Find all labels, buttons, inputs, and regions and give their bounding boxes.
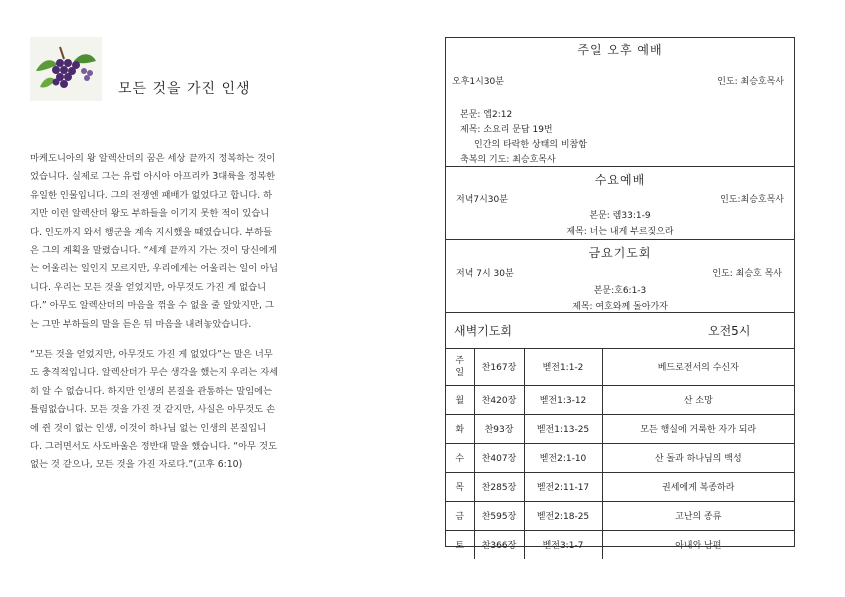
hymn-cell: 찬93장 [474, 414, 524, 443]
topic-cell: 산 소망 [602, 385, 794, 414]
sunday-blessing: 축복의 기도: 최승호목사 [460, 155, 556, 165]
paragraph-line: 다. 인도까지 와서 행군을 계속 지시했을 때였습니다. 부하들 [30, 226, 273, 238]
scripture-cell: 벧전3:1-7 [524, 530, 602, 559]
paragraph-line: 히 알 수 없습니다. 하지만 인생의 본질을 관통하는 말임에는 [30, 385, 273, 397]
paragraph-line: 은 그의 계획을 말렸습니다. “세계 끝까지 가는 것이 당신에게 [30, 245, 277, 257]
hymn-cell: 찬595장 [474, 501, 524, 530]
topic-cell: 모든 행실에 거룩한 자가 되라 [602, 414, 794, 443]
wednesday-time: 저녁7시30분 [456, 195, 508, 205]
paragraph-line: 틀림없습니다. 모든 것을 가진 것 같지만, 사실은 아무것도 손 [30, 404, 276, 416]
paragraph-line: 도 충격적입니다. 알렉산더가 무슨 생각을 했는지 우리는 자세 [30, 367, 279, 379]
table-row [446, 414, 794, 443]
paragraph-line: 에 쥔 것이 없는 인생, 이것이 하나님 없는 인생의 본질입니 [30, 422, 267, 434]
wednesday-service-title: 수요예배 [594, 173, 646, 187]
scripture-cell: 벧전1:13-25 [524, 414, 602, 443]
friday-text: 본문:호6:1-3 [593, 286, 647, 296]
topic-cell: 고난의 종류 [602, 501, 794, 530]
worship-schedule [445, 37, 795, 552]
sunday-service-section [446, 38, 794, 167]
paragraph-line: 지만 이런 알렉산더 왕도 부하들을 이기지 못한 적이 있습니 [30, 208, 270, 220]
paragraph-line: 는 어울리는 일인지 모르지만, 우리에게는 어울리는 일이 아닙 [30, 263, 279, 275]
sunday-subject: 제목: 소요리 문답 19번 [460, 125, 553, 135]
day-cell: 주 일 [446, 349, 474, 385]
paragraph-line: 마케도니아의 왕 알렉산더의 꿈은 세상 끝까지 정복하는 것이 [30, 153, 276, 164]
sunday-leader: 인도: 최승호목사 [717, 77, 784, 87]
friday-subject: 제목: 여호와께 돌아가자 [572, 302, 668, 312]
paragraph-line: 없는 것 같으나, 모든 것을 가진 자로다.”(고후 6:10) [30, 459, 243, 471]
dawn-prayer-time: 오전5시 [708, 324, 751, 338]
day-cell: 목 [446, 472, 474, 501]
topic-cell: 산 돌과 하나님의 백성 [602, 443, 794, 472]
friday-service-section [446, 240, 794, 313]
table-row [446, 472, 794, 501]
scripture-cell: 벧전2:18-25 [524, 501, 602, 530]
friday-time: 저녁 7시 30분 [456, 269, 514, 279]
day-cell: 화 [446, 414, 474, 443]
paragraph-line: 니다. 우리는 모든 것을 얻었지만, 아무것도 가진 게 없습니 [30, 281, 267, 293]
topic-cell: 아내와 남편 [675, 541, 722, 552]
paragraph-line: 었습니다. 실제로 그는 유럽 아시아 아프리카 3대륙을 정복한 [30, 171, 276, 183]
wednesday-leader: 인도:최승호목사 [720, 195, 784, 205]
friday-leader: 인도: 최승호 목사 [712, 269, 782, 279]
hymn-cell: 찬407장 [474, 443, 524, 472]
hymn-cell: 찬420장 [474, 385, 524, 414]
sunday-time: 오후1시30분 [452, 77, 504, 87]
friday-service-title: 금요기도회 [588, 246, 652, 260]
day-cell: 토 [446, 530, 474, 559]
day-cell: 금 [446, 501, 474, 530]
paragraph-1 [30, 150, 322, 334]
topic-cell: 권세에게 복종하라 [602, 472, 794, 501]
day-cell: 월 [446, 385, 474, 414]
table-row [446, 385, 794, 414]
sunday-subject-detail: 인간의 타락한 상태의 비참함 [474, 140, 587, 150]
paragraph-2 [30, 346, 322, 475]
table-row [446, 530, 794, 559]
dawn-prayer-header [446, 313, 794, 349]
page-title: 모든 것을 가진 인생 [118, 81, 251, 97]
grapes-illustration [30, 37, 102, 101]
table-row [446, 349, 794, 385]
scripture-cell: 벧전1:3-12 [524, 385, 602, 414]
table-row [446, 443, 794, 472]
hymn-cell: 찬285장 [474, 472, 524, 501]
paragraph-line: 는 그만 부하들의 말을 듣은 뒤 마음을 내려놓았습니다. [30, 318, 252, 330]
table-row [446, 501, 794, 530]
scripture-cell: 벧전2:11-17 [524, 472, 602, 501]
paragraph-line: “모든 것을 얻었지만, 아무것도 가진 게 없었다”는 말은 너무 [30, 349, 273, 360]
wednesday-text: 본문: 렘33:1-9 [589, 211, 651, 221]
sunday-service-title: 주일 오후 예배 [577, 43, 663, 57]
wednesday-service-section [446, 167, 794, 240]
day-cell: 수 [446, 443, 474, 472]
wednesday-subject: 제목: 너는 내게 부르짖으라 [566, 227, 674, 237]
hymn-cell: 찬366장 [474, 530, 524, 559]
scripture-cell: 벧전2:1-10 [524, 443, 602, 472]
sunday-text: 본문: 엡2:12 [460, 110, 513, 120]
paragraph-line: 다.” 아무도 알렉산더의 마음을 꺾을 수 없을 줄 알았지만, 그 [30, 300, 274, 312]
dawn-prayer-title: 새벽기도회 [454, 324, 512, 338]
hymn-cell: 찬167장 [474, 349, 524, 385]
dawn-prayer-table [446, 349, 794, 559]
scripture-cell: 벧전1:1-2 [524, 349, 602, 385]
paragraph-line: 유일한 인물입니다. 그의 전쟁엔 패배가 없었다고 합니다. 하 [30, 189, 273, 201]
topic-cell: 베드로전서의 수신자 [602, 349, 794, 385]
paragraph-line: 다. 그러면서도 사도바울은 정반대 말을 했습니다. “아무 것도 [30, 441, 277, 453]
